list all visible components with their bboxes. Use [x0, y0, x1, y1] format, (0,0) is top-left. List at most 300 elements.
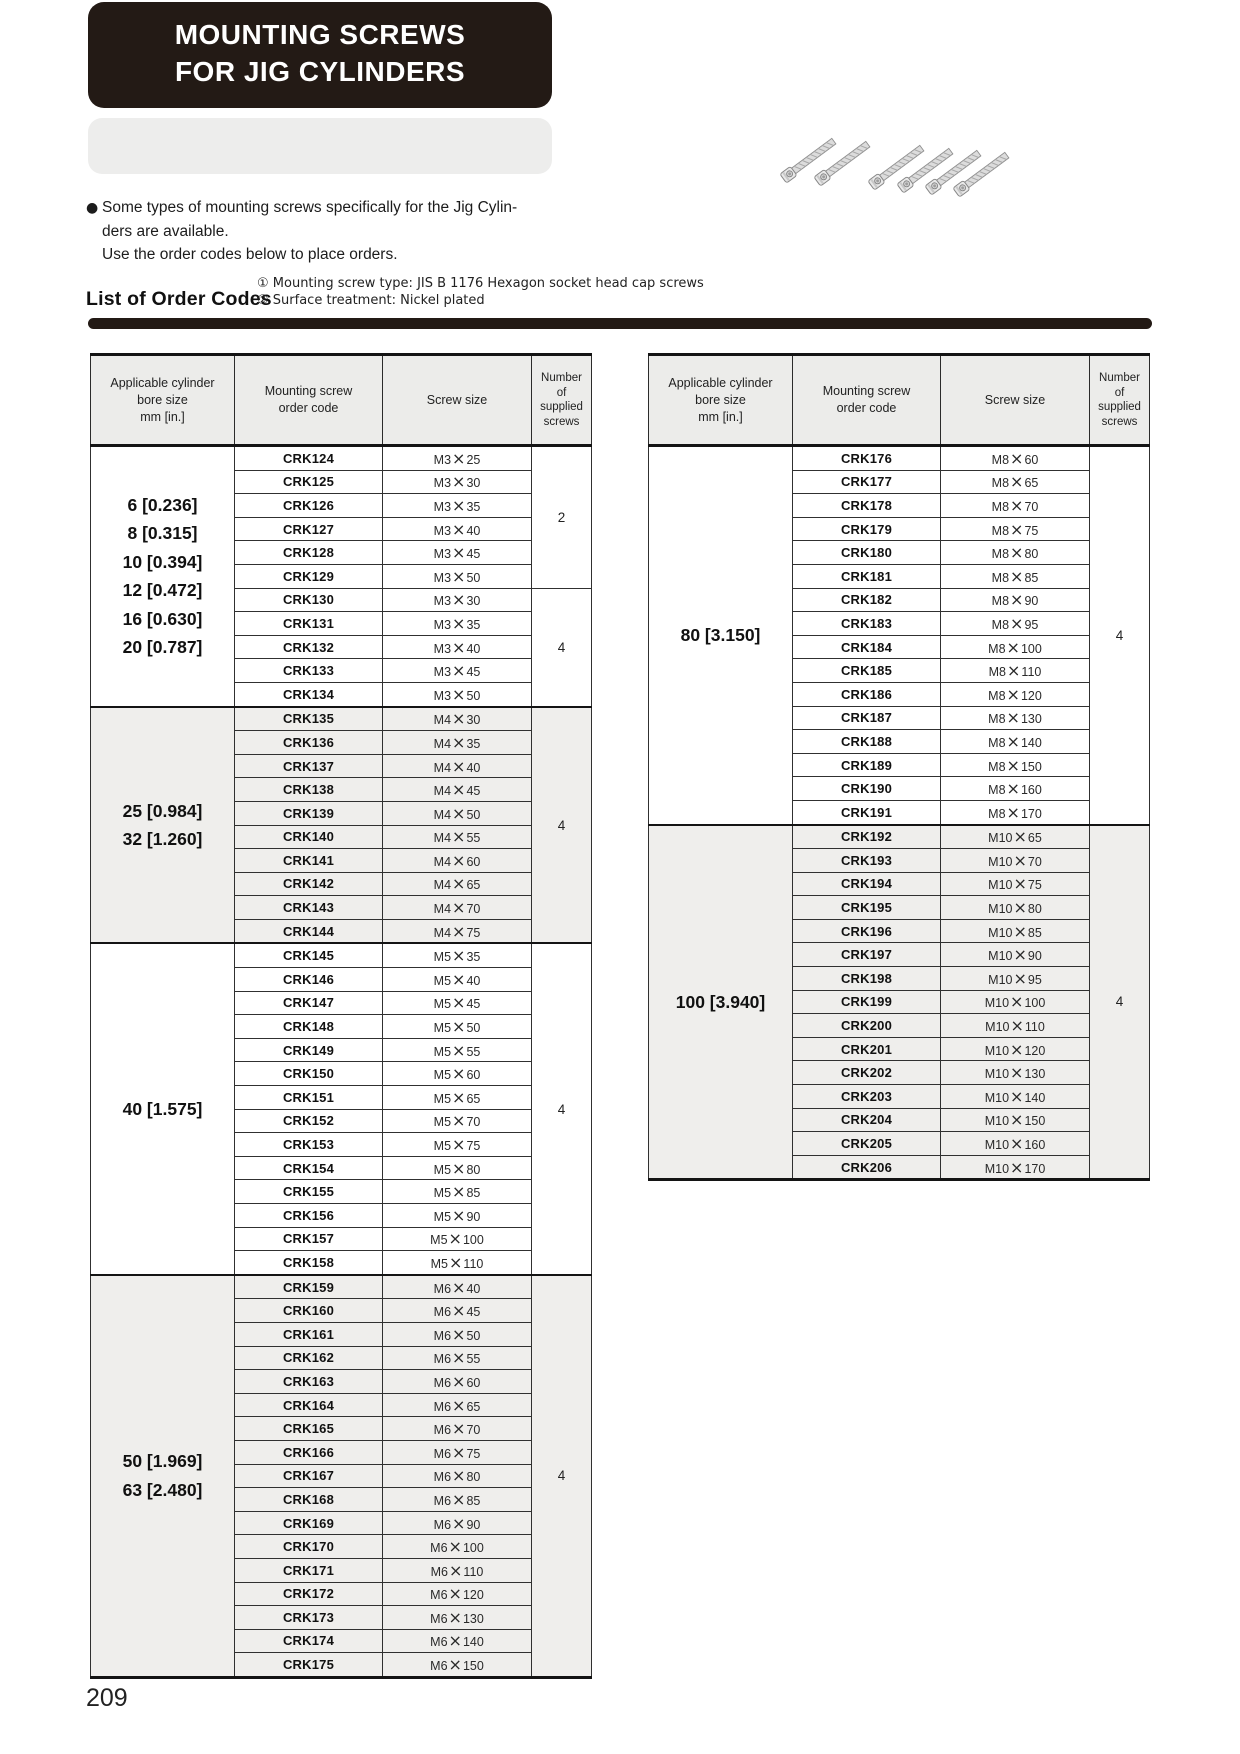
- thread-size: M3: [433, 688, 452, 703]
- order-code-cell: CRK126: [235, 494, 383, 518]
- screw-size-cell: [941, 588, 1090, 612]
- screw-size-cell: [941, 1037, 1090, 1061]
- bore-size-cell: [91, 1275, 235, 1678]
- multiply-sign: ×: [1013, 968, 1027, 988]
- screw-length: 140: [1020, 735, 1042, 750]
- thread-size: M5: [433, 1044, 452, 1059]
- section-divider-bar: [88, 318, 1152, 329]
- thread-size: M10: [984, 996, 1010, 1011]
- thread-size: M5: [430, 1233, 448, 1248]
- thread-size: M8: [991, 547, 1010, 562]
- screw-size-cell: [383, 1464, 532, 1488]
- thread-size: M3: [433, 452, 452, 467]
- order-code-cell: CRK164: [235, 1393, 383, 1417]
- screw-length: 120: [462, 1588, 484, 1603]
- column-header-line: Applicable cylinder: [110, 375, 215, 390]
- thread-size: M10: [984, 1161, 1010, 1176]
- screw-length: 170: [1024, 1161, 1046, 1176]
- screw-size-cell: [383, 612, 532, 636]
- screw-length: 65: [1027, 831, 1042, 846]
- bore-size-line: 6 [0.236]: [127, 494, 198, 515]
- thread-size: M6: [430, 1659, 448, 1674]
- bore-size-line: 12 [0.472]: [122, 580, 203, 601]
- thread-size: M5: [433, 1068, 452, 1083]
- screw-size-cell: [941, 943, 1090, 967]
- screw-length: 30: [466, 594, 481, 609]
- column-header-line: mm [in.]: [698, 409, 743, 424]
- screw-length: 75: [466, 1446, 481, 1461]
- screw-length: 150: [1024, 1114, 1046, 1129]
- column-header-line: Number: [541, 372, 582, 384]
- order-code-cell: CRK183: [793, 612, 941, 636]
- thread-size: M6: [433, 1375, 452, 1390]
- thread-size: M10: [988, 831, 1013, 846]
- column-header-line: mm [in.]: [140, 409, 185, 424]
- thread-size: M3: [433, 570, 452, 585]
- screw-length: 25: [466, 452, 481, 467]
- screw-size-cell: [941, 990, 1090, 1014]
- table-header-row: [649, 355, 1150, 446]
- order-code-cell: CRK149: [235, 1038, 383, 1062]
- thread-size: M6: [430, 1541, 448, 1556]
- order-code-cell: CRK173: [235, 1606, 383, 1630]
- screw-size-cell: [383, 1133, 532, 1157]
- screw-length: 85: [466, 1186, 481, 1201]
- order-code-cell: CRK197: [793, 943, 941, 967]
- screw-length: 35: [466, 950, 481, 965]
- thread-size: M10: [984, 1067, 1010, 1082]
- multiply-sign: ×: [452, 756, 466, 776]
- screw-size-cell: [383, 801, 532, 825]
- order-code-cell: CRK143: [235, 896, 383, 920]
- screw-length: 65: [466, 1091, 481, 1106]
- thread-size: M8: [991, 523, 1010, 538]
- screw-length: 140: [1024, 1090, 1046, 1105]
- column-header-line: Screw size: [426, 392, 488, 407]
- screw-length: 110: [463, 1256, 484, 1271]
- bore-size-cell: [91, 446, 235, 707]
- bore-size-cell: [649, 446, 793, 825]
- screw-length: 70: [466, 1115, 481, 1130]
- multiply-sign: ×: [1006, 684, 1020, 704]
- order-code-cell: CRK161: [235, 1322, 383, 1346]
- multiply-sign: ×: [452, 969, 466, 989]
- multiply-sign: ×: [452, 1371, 466, 1391]
- multiply-sign: ×: [1010, 590, 1024, 610]
- multiply-sign: ×: [452, 661, 466, 681]
- order-code-cell: CRK138: [235, 778, 383, 802]
- screw-length: 80: [466, 1162, 481, 1177]
- intro-line: ders are available.: [102, 222, 229, 240]
- thread-size: M6: [433, 1352, 452, 1367]
- multiply-sign: ×: [448, 1229, 462, 1249]
- order-code-cell: CRK203: [793, 1085, 941, 1109]
- column-header-line: of: [556, 386, 567, 399]
- intro-text: [86, 196, 566, 267]
- screw-length: 100: [462, 1541, 484, 1556]
- screw-size-cell: [383, 1535, 532, 1559]
- column-header-line: order code: [836, 401, 897, 415]
- order-code-cell: CRK172: [235, 1582, 383, 1606]
- screw-size-cell: [383, 517, 532, 541]
- screw-size-cell: [941, 1014, 1090, 1038]
- multiply-sign: ×: [449, 1560, 463, 1580]
- bore-size-line: 63 [2.480]: [122, 1479, 203, 1500]
- order-code-cell: CRK156: [235, 1204, 383, 1228]
- order-code-cell: CRK204: [793, 1108, 941, 1132]
- order-code-cell: CRK159: [235, 1275, 383, 1299]
- multiply-sign: ×: [452, 637, 466, 657]
- multiply-sign: ×: [1006, 637, 1020, 657]
- screw-length: 50: [466, 570, 481, 585]
- order-code-cell: CRK171: [235, 1558, 383, 1582]
- multiply-sign: ×: [452, 1205, 466, 1225]
- screw-length: 35: [466, 736, 481, 751]
- screw-size-cell: [941, 446, 1090, 471]
- multiply-sign: ×: [452, 1442, 466, 1462]
- table-head: [91, 355, 592, 446]
- multiply-sign: ×: [452, 1182, 466, 1202]
- thread-size: M6: [433, 1281, 452, 1296]
- screw-size-cell: [941, 494, 1090, 518]
- screw-length: 140: [462, 1635, 484, 1650]
- order-code-cell: CRK167: [235, 1464, 383, 1488]
- order-code-cell: CRK132: [235, 635, 383, 659]
- multiply-sign: ×: [452, 993, 466, 1013]
- table-body: [91, 446, 592, 1678]
- table-header-row: [91, 355, 592, 446]
- thread-size: M10: [984, 1114, 1010, 1129]
- order-code-cell: CRK136: [235, 731, 383, 755]
- screw-size-cell: [941, 706, 1090, 730]
- order-code-cell: CRK154: [235, 1156, 383, 1180]
- screw-size-cell: [941, 1132, 1090, 1156]
- table-body: [649, 446, 1150, 1180]
- screw-size-cell: [383, 1629, 532, 1653]
- screw-size-cell: [383, 1488, 532, 1512]
- thread-size: M6: [433, 1493, 452, 1508]
- multiply-sign: ×: [1010, 1134, 1024, 1154]
- multiply-sign: ×: [452, 921, 466, 941]
- screw-size-cell: [941, 967, 1090, 991]
- thread-size: M10: [984, 1138, 1010, 1153]
- screw-length: 80: [1027, 902, 1042, 917]
- screw-size-cell: [383, 635, 532, 659]
- order-code-cell: CRK178: [793, 494, 941, 518]
- bore-size-line: 20 [0.787]: [122, 637, 203, 658]
- table-head: [649, 355, 1150, 446]
- bore-size-cell: [649, 825, 793, 1180]
- screw-length: 130: [462, 1611, 484, 1626]
- screw-length: 65: [466, 878, 481, 893]
- screw-length: 90: [1027, 949, 1042, 964]
- screw-size-cell: [383, 778, 532, 802]
- screw-size-cell: [383, 943, 532, 967]
- screw-size-cell: [941, 659, 1090, 683]
- thread-size: M4: [433, 760, 452, 775]
- screw-size-cell: [941, 825, 1090, 849]
- screw-length: 40: [466, 1281, 481, 1296]
- screw-size-cell: [383, 1370, 532, 1394]
- screw-icon: [953, 151, 1010, 197]
- order-code-cell: CRK155: [235, 1180, 383, 1204]
- thread-size: M8: [991, 476, 1010, 491]
- screw-length: 110: [1024, 1020, 1045, 1035]
- order-code-cell: CRK169: [235, 1511, 383, 1535]
- multiply-sign: ×: [452, 1301, 466, 1321]
- section-heading: List of Order Codes: [86, 288, 272, 310]
- order-code-cell: CRK162: [235, 1346, 383, 1370]
- screw-length: 95: [1027, 972, 1042, 987]
- thread-size: M4: [433, 713, 452, 728]
- screw-size-cell: [383, 896, 532, 920]
- screw-length: 100: [1020, 641, 1042, 656]
- thread-size: M3: [433, 665, 452, 680]
- screw-size-cell: [383, 731, 532, 755]
- multiply-sign: ×: [452, 448, 466, 468]
- multiply-sign: ×: [1006, 802, 1020, 822]
- screw-size-cell: [383, 1440, 532, 1464]
- column-header-line: screws: [543, 415, 580, 428]
- thread-size: M3: [433, 476, 452, 491]
- multiply-sign: ×: [452, 898, 466, 918]
- screw-length: 55: [466, 831, 481, 846]
- order-code-cell: CRK140: [235, 825, 383, 849]
- screw-size-cell: [941, 1155, 1090, 1180]
- bore-size-line: 25 [0.984]: [122, 800, 203, 821]
- screw-size-cell: [941, 896, 1090, 920]
- screw-size-cell: [941, 564, 1090, 588]
- screw-size-cell: [383, 1038, 532, 1062]
- table-row: [91, 446, 592, 471]
- screw-size-cell: [383, 1653, 532, 1678]
- multiply-sign: ×: [1013, 850, 1027, 870]
- thread-size: M4: [433, 925, 452, 940]
- screw-size-cell: [383, 541, 532, 565]
- multiply-sign: ×: [452, 946, 466, 966]
- order-code-cell: CRK188: [793, 730, 941, 754]
- multiply-sign: ×: [448, 1584, 462, 1604]
- order-code-cell: CRK189: [793, 753, 941, 777]
- order-code-cell: CRK166: [235, 1440, 383, 1464]
- thread-size: M4: [433, 807, 452, 822]
- order-code-cell: CRK193: [793, 849, 941, 873]
- order-code-cell: CRK176: [793, 446, 941, 471]
- order-code-cell: CRK205: [793, 1132, 941, 1156]
- thread-size: M5: [433, 1091, 452, 1106]
- order-code-cell: CRK141: [235, 849, 383, 873]
- thread-size: M8: [988, 688, 1006, 703]
- thread-size: M10: [984, 1043, 1010, 1058]
- table-row: [91, 943, 592, 967]
- screw-length: 75: [1027, 878, 1042, 893]
- multiply-sign: ×: [1010, 1086, 1024, 1106]
- multiply-sign: ×: [452, 850, 466, 870]
- multiply-sign: ×: [1006, 755, 1020, 775]
- thread-size: M3: [433, 499, 452, 514]
- note-line: ② Surface treatment: Nickel plated: [257, 292, 485, 308]
- column-header: [649, 355, 793, 446]
- thread-size: M3: [433, 641, 452, 656]
- screw-length: 90: [1024, 594, 1039, 609]
- bore-size-line: 50 [1.969]: [122, 1451, 203, 1472]
- thread-size: M6: [433, 1470, 452, 1485]
- screw-size-cell: [383, 1180, 532, 1204]
- multiply-sign: ×: [452, 590, 466, 610]
- screw-length: 45: [466, 547, 481, 562]
- multiply-sign: ×: [452, 1513, 466, 1533]
- screw-size-cell: [941, 682, 1090, 706]
- order-code-cell: CRK130: [235, 588, 383, 612]
- order-code-cell: CRK195: [793, 896, 941, 920]
- screw-size-cell: [941, 1085, 1090, 1109]
- table-row: [649, 825, 1150, 849]
- table-row: [649, 446, 1150, 471]
- order-code-cell: CRK202: [793, 1061, 941, 1085]
- multiply-sign: ×: [452, 1466, 466, 1486]
- multiply-sign: ×: [452, 1111, 466, 1131]
- multiply-sign: ×: [452, 1064, 466, 1084]
- screw-length: 45: [466, 784, 481, 799]
- multiply-sign: ×: [1010, 613, 1024, 633]
- order-code-cell: CRK182: [793, 588, 941, 612]
- multiply-sign: ×: [448, 1607, 462, 1627]
- order-code-cell: CRK174: [235, 1629, 383, 1653]
- screw-length: 70: [466, 1423, 481, 1438]
- screw-length: 60: [1024, 452, 1039, 467]
- order-code-cell: CRK131: [235, 612, 383, 636]
- bore-size-line: 40 [1.575]: [122, 1098, 203, 1119]
- table-row: [91, 707, 592, 731]
- table-row: [91, 1275, 592, 1299]
- supplied-count-cell: 4: [532, 588, 592, 706]
- screw-length: 45: [466, 665, 481, 680]
- thread-size: M6: [430, 1588, 448, 1603]
- supplied-count-cell: 4: [1090, 825, 1150, 1180]
- multiply-sign: ×: [452, 543, 466, 563]
- order-code-cell: CRK180: [793, 541, 941, 565]
- multiply-sign: ×: [1013, 921, 1027, 941]
- screw-size-cell: [383, 1606, 532, 1630]
- screw-size-cell: [941, 517, 1090, 541]
- supplied-count-cell: 4: [532, 943, 592, 1274]
- column-header-line: supplied: [540, 401, 583, 413]
- screw-size-cell: [383, 872, 532, 896]
- screw-length: 35: [466, 499, 481, 514]
- order-code-cell: CRK137: [235, 754, 383, 778]
- order-code-cell: CRK142: [235, 872, 383, 896]
- multiply-sign: ×: [1010, 472, 1024, 492]
- multiply-sign: ×: [452, 827, 466, 847]
- multiply-sign: ×: [452, 803, 466, 823]
- order-code-cell: CRK127: [235, 517, 383, 541]
- screw-size-cell: [383, 1558, 532, 1582]
- order-code-cell: CRK170: [235, 1535, 383, 1559]
- supplied-count-cell: 4: [532, 707, 592, 944]
- screws-illustration: [752, 98, 1017, 203]
- column-header: [383, 355, 532, 446]
- order-code-cell: CRK133: [235, 659, 383, 683]
- order-code-cell: CRK191: [793, 800, 941, 824]
- notes: [257, 276, 704, 309]
- screw-length: 50: [466, 688, 481, 703]
- thread-size: M4: [433, 736, 452, 751]
- page-title-line2: FOR JIG CYLINDERS: [174, 56, 466, 87]
- screw-size-cell: [383, 919, 532, 943]
- screw-length: 75: [466, 925, 481, 940]
- column-header-line: Number: [1099, 372, 1140, 384]
- multiply-sign: ×: [452, 732, 466, 752]
- screw-size-cell: [383, 494, 532, 518]
- screw-size-cell: [941, 849, 1090, 873]
- screw-length: 150: [1020, 759, 1042, 774]
- screw-length: 90: [466, 1517, 481, 1532]
- screw-size-cell: [383, 1156, 532, 1180]
- thread-size: M8: [991, 499, 1010, 514]
- multiply-sign: ×: [1010, 1110, 1024, 1130]
- bore-size-line: 10 [0.394]: [122, 551, 203, 572]
- screw-length: 170: [1020, 806, 1042, 821]
- thread-size: M6: [430, 1611, 448, 1626]
- note-line: ① Mounting screw type: JIS B 1176 Hexagon socket head cap screws: [257, 276, 704, 291]
- thread-size: M6: [430, 1635, 448, 1650]
- multiply-sign: ×: [452, 1348, 466, 1368]
- order-code-cell: CRK184: [793, 635, 941, 659]
- screw-length: 50: [466, 807, 481, 822]
- order-code-cell: CRK199: [793, 990, 941, 1014]
- screw-size-cell: [941, 800, 1090, 824]
- thread-size: M6: [433, 1305, 452, 1320]
- screw-size-cell: [383, 825, 532, 849]
- multiply-sign: ×: [452, 566, 466, 586]
- screw-length: 70: [1027, 854, 1042, 869]
- screw-size-cell: [941, 612, 1090, 636]
- screw-length: 150: [462, 1659, 484, 1674]
- multiply-sign: ×: [452, 874, 466, 894]
- order-code-cell: CRK175: [235, 1653, 383, 1678]
- screw-size-cell: [383, 1393, 532, 1417]
- thread-size: M8: [988, 783, 1006, 798]
- screw-length: 55: [466, 1044, 481, 1059]
- thread-size: M10: [988, 949, 1013, 964]
- screw-length: 40: [466, 523, 481, 538]
- multiply-sign: ×: [448, 1537, 462, 1557]
- multiply-sign: ×: [1010, 495, 1024, 515]
- screw-size-cell: [383, 754, 532, 778]
- screw-size-cell: [383, 1251, 532, 1275]
- screw-length: 50: [466, 1021, 481, 1036]
- screw-length: 35: [466, 617, 481, 632]
- thread-size: M8: [991, 594, 1010, 609]
- multiply-sign: ×: [452, 1324, 466, 1344]
- multiply-sign: ×: [448, 1631, 462, 1651]
- order-code-cell: CRK157: [235, 1227, 383, 1251]
- screw-length: 100: [1024, 996, 1046, 1011]
- column-header: [1090, 355, 1150, 446]
- thread-size: M10: [988, 925, 1013, 940]
- multiply-sign: ×: [452, 472, 466, 492]
- order-code-cell: CRK144: [235, 919, 383, 943]
- screw-length: 40: [466, 760, 481, 775]
- order-code-cell: CRK201: [793, 1037, 941, 1061]
- order-code-cell: CRK185: [793, 659, 941, 683]
- thread-size: M5: [433, 1162, 452, 1177]
- column-header: [941, 355, 1090, 446]
- screw-size-cell: [941, 872, 1090, 896]
- intro-line: Use the order codes below to place orders.: [102, 246, 398, 263]
- thread-size: M5: [433, 1021, 452, 1036]
- column-header-line: of: [1114, 386, 1125, 399]
